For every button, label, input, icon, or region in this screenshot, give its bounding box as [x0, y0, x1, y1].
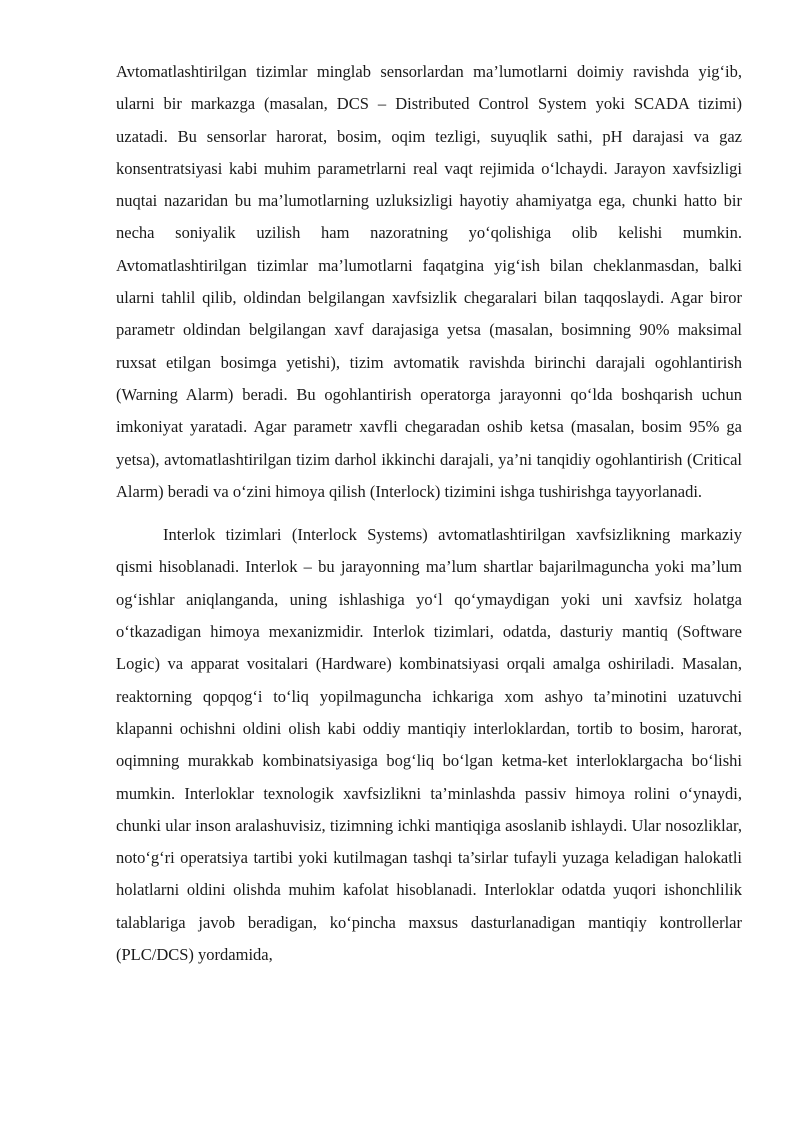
- paragraph-interlock-systems: Interlok tizimlari (Interlock Systems) avtomatlashtirilgan xavfsizlikning markaziy qismi hisoblanadi. Interlok – bu jarayonning ma’lum shartlar bajarilmaguncha yoki ma’lum og‘ishlar aniqlanganda, uning ishlashiga yo‘l qo‘ymaydigan yoki uni xavfsiz holatga o‘tkazadigan himoya mexanizmidir. Interlok tizimlari, odatda, dasturiy mantiq (Software Logic) va apparat vositalari (Hardware) kombinatsiyasi orqali amalga oshiriladi. Masalan, reaktorning qopqog‘i to‘liq yopilmaguncha ichkariga xom ashyo ta’minotini uzatuvchi klapanni ochishni oldini olish kabi oddiy mantiqiy interloklardan, tortib to bosim, harorat, oqimning murakkab kombinatsiyasiga bog‘liq bo‘lgan ketma-ket interloklargacha bo‘lishi mumkin. Interloklar texnologik xavfsizlikni ta’minlashda passiv himoya rolini o‘ynaydi, chunki ular inson aralashuvisiz, tizimning ichki mantiqiga asoslanib ishlaydi. Ular nosozliklar, noto‘g‘ri operatsiya tartibi yoki kutilmagan tashqi ta’sirlar tufayli yuzaga keladigan halokatli holatlarni oldini olishda muhim kafolat hisoblanadi. Interloklar odatda yuqori ishonchlilik talablariga javob beradigan, ko‘pincha maxsus dasturlanadigan mantiqiy kontrollerlar (PLC/DCS) yordamida,: [116, 525, 742, 965]
- document-page: [116, 56, 742, 971]
- paragraph-automated-systems: Avtomatlashtirilgan tizimlar minglab sensorlardan ma’lumotlarni doimiy ravishda yig‘ib, ularni bir markazga (masalan, DCS – Distributed Control System yoki SCADA tizimi) uzatadi. Bu sensorlar harorat, bosim, oqim tezligi, suyuqlik sathi, pH darajasi va gaz konsentratsiyasi kabi muhim parametrlarni real vaqt rejimida o‘lchaydi. Jarayon xavfsizligi nuqtai nazaridan bu ma’lumotlarning uzluksizligi hayotiy ahamiyatga ega, chunki hatto bir necha soniyalik uzilish ham nazoratning yo‘qolishiga olib kelishi mumkin. Avtomatlashtirilgan tizimlar ma’lumotlarni faqatgina yig‘ish bilan cheklanmasdan, balki ularni tahlil qilib, oldindan belgilangan xavfsizlik chegaralari bilan taqqoslaydi. Agar biror parametr oldindan belgilangan xavf darajasiga yetsa (masalan, bosimning 90% maksimal ruxsat etilgan bosimga yetishi), tizim avtomatik ravishda birinchi darajali ogohlantirish (Warning Alarm) beradi. Bu ogohlantirish operatorga jarayonni qo‘lda boshqarish uchun imkoniyat yaratadi. Agar parametr xavfli chegaradan oshib ketsa (masalan, bosim 95% ga yetsa), avtomatlashtirilgan tizim darhol ikkinchi darajali, ya’ni tanqidiy ogohlantirish (Critical Alarm) beradi va o‘zini himoya qilish (Interlock) tizimini ishga tushirishga tayyorlanadi.: [116, 62, 742, 501]
